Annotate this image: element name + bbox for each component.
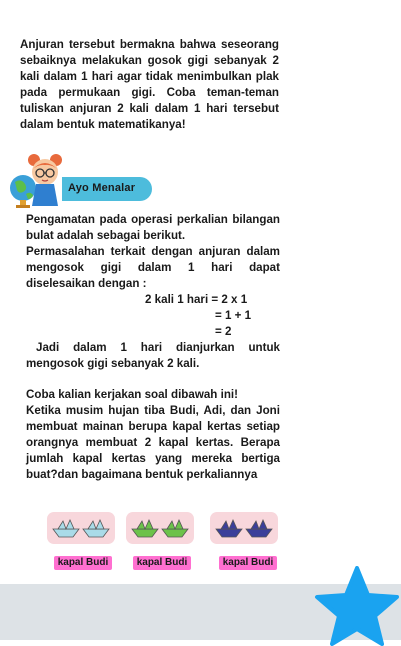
paper-boat-sail xyxy=(137,520,153,529)
paper-boat-hull xyxy=(246,529,272,537)
paper-boat-hull xyxy=(216,529,242,537)
paper-boat-sail xyxy=(167,520,183,529)
star-icon xyxy=(314,566,400,646)
paper-boat-icon xyxy=(126,518,194,540)
explanation-text-2: Permasalahan terkait dengan anjuran dalam mengosok gigi dalam 1 hari dapat diselesaikan dengan : xyxy=(26,245,280,290)
equation-line-2: = 1 + 1 xyxy=(215,309,252,322)
paper-boat-sail xyxy=(221,520,237,529)
equation-line-1: 2 kali 1 hari = 2 x 1 xyxy=(145,293,248,306)
paper-boat-sail xyxy=(58,520,74,529)
boat-card-2 xyxy=(126,512,194,544)
boat-label-3: kapal Budi xyxy=(219,556,277,570)
exercise-question: Ketika musim hujan tiba Budi, Adi, dan Joni membuat mainan berupa kapal kertas setiap orangnya membuat 2 kapal kertas. Berapa jumlah kapal kertas yang mereka bertiga buat?dan bagaimana bentuk perkaliannya xyxy=(26,404,280,481)
boat-label-2: kapal Budi xyxy=(133,556,191,570)
paper-boat-hull xyxy=(162,529,188,537)
boat-card-1 xyxy=(47,512,115,544)
explanation-block xyxy=(26,212,280,292)
paper-boat-sail xyxy=(88,520,104,529)
exercise-block xyxy=(26,387,280,483)
intro-text: Anjuran tersebut bermakna bahwa seseorang sebaiknya melakukan gosok gigi sebanyak 2 kali dalam 1 hari agar tidak menimbulkan plak pada permukaan gigi. Coba teman-teman tuliskan anjuran 2 kali dalam 1 hari tersebut dalam bentuk matematikanya! xyxy=(20,38,279,131)
paper-boat-hull xyxy=(132,529,158,537)
paper-boat-hull xyxy=(53,529,79,537)
intro-paragraph xyxy=(20,37,279,133)
paper-boat-hull xyxy=(83,529,109,537)
equation-line-3: = 2 xyxy=(215,325,232,338)
conclusion-paragraph xyxy=(26,340,280,372)
paper-boat-icon xyxy=(47,518,115,540)
girl-with-globe-icon xyxy=(8,150,72,210)
conclusion-text: Jadi dalam 1 hari dianjurkan untuk mengosok gigi sebanyak 2 kali. xyxy=(26,341,280,370)
paper-boat-sail xyxy=(251,520,267,529)
paper-boat-icon xyxy=(210,518,278,540)
boat-card-3 xyxy=(210,512,278,544)
exercise-instruction: Coba kalian kerjakan soal dibawah ini! xyxy=(26,388,238,401)
explanation-text-1: Pengamatan pada operasi perkalian bilangan bulat adalah sebagai berikut. xyxy=(26,213,280,242)
section-title: Ayo Menalar xyxy=(68,182,136,194)
boat-label-1: kapal Budi xyxy=(54,556,112,570)
